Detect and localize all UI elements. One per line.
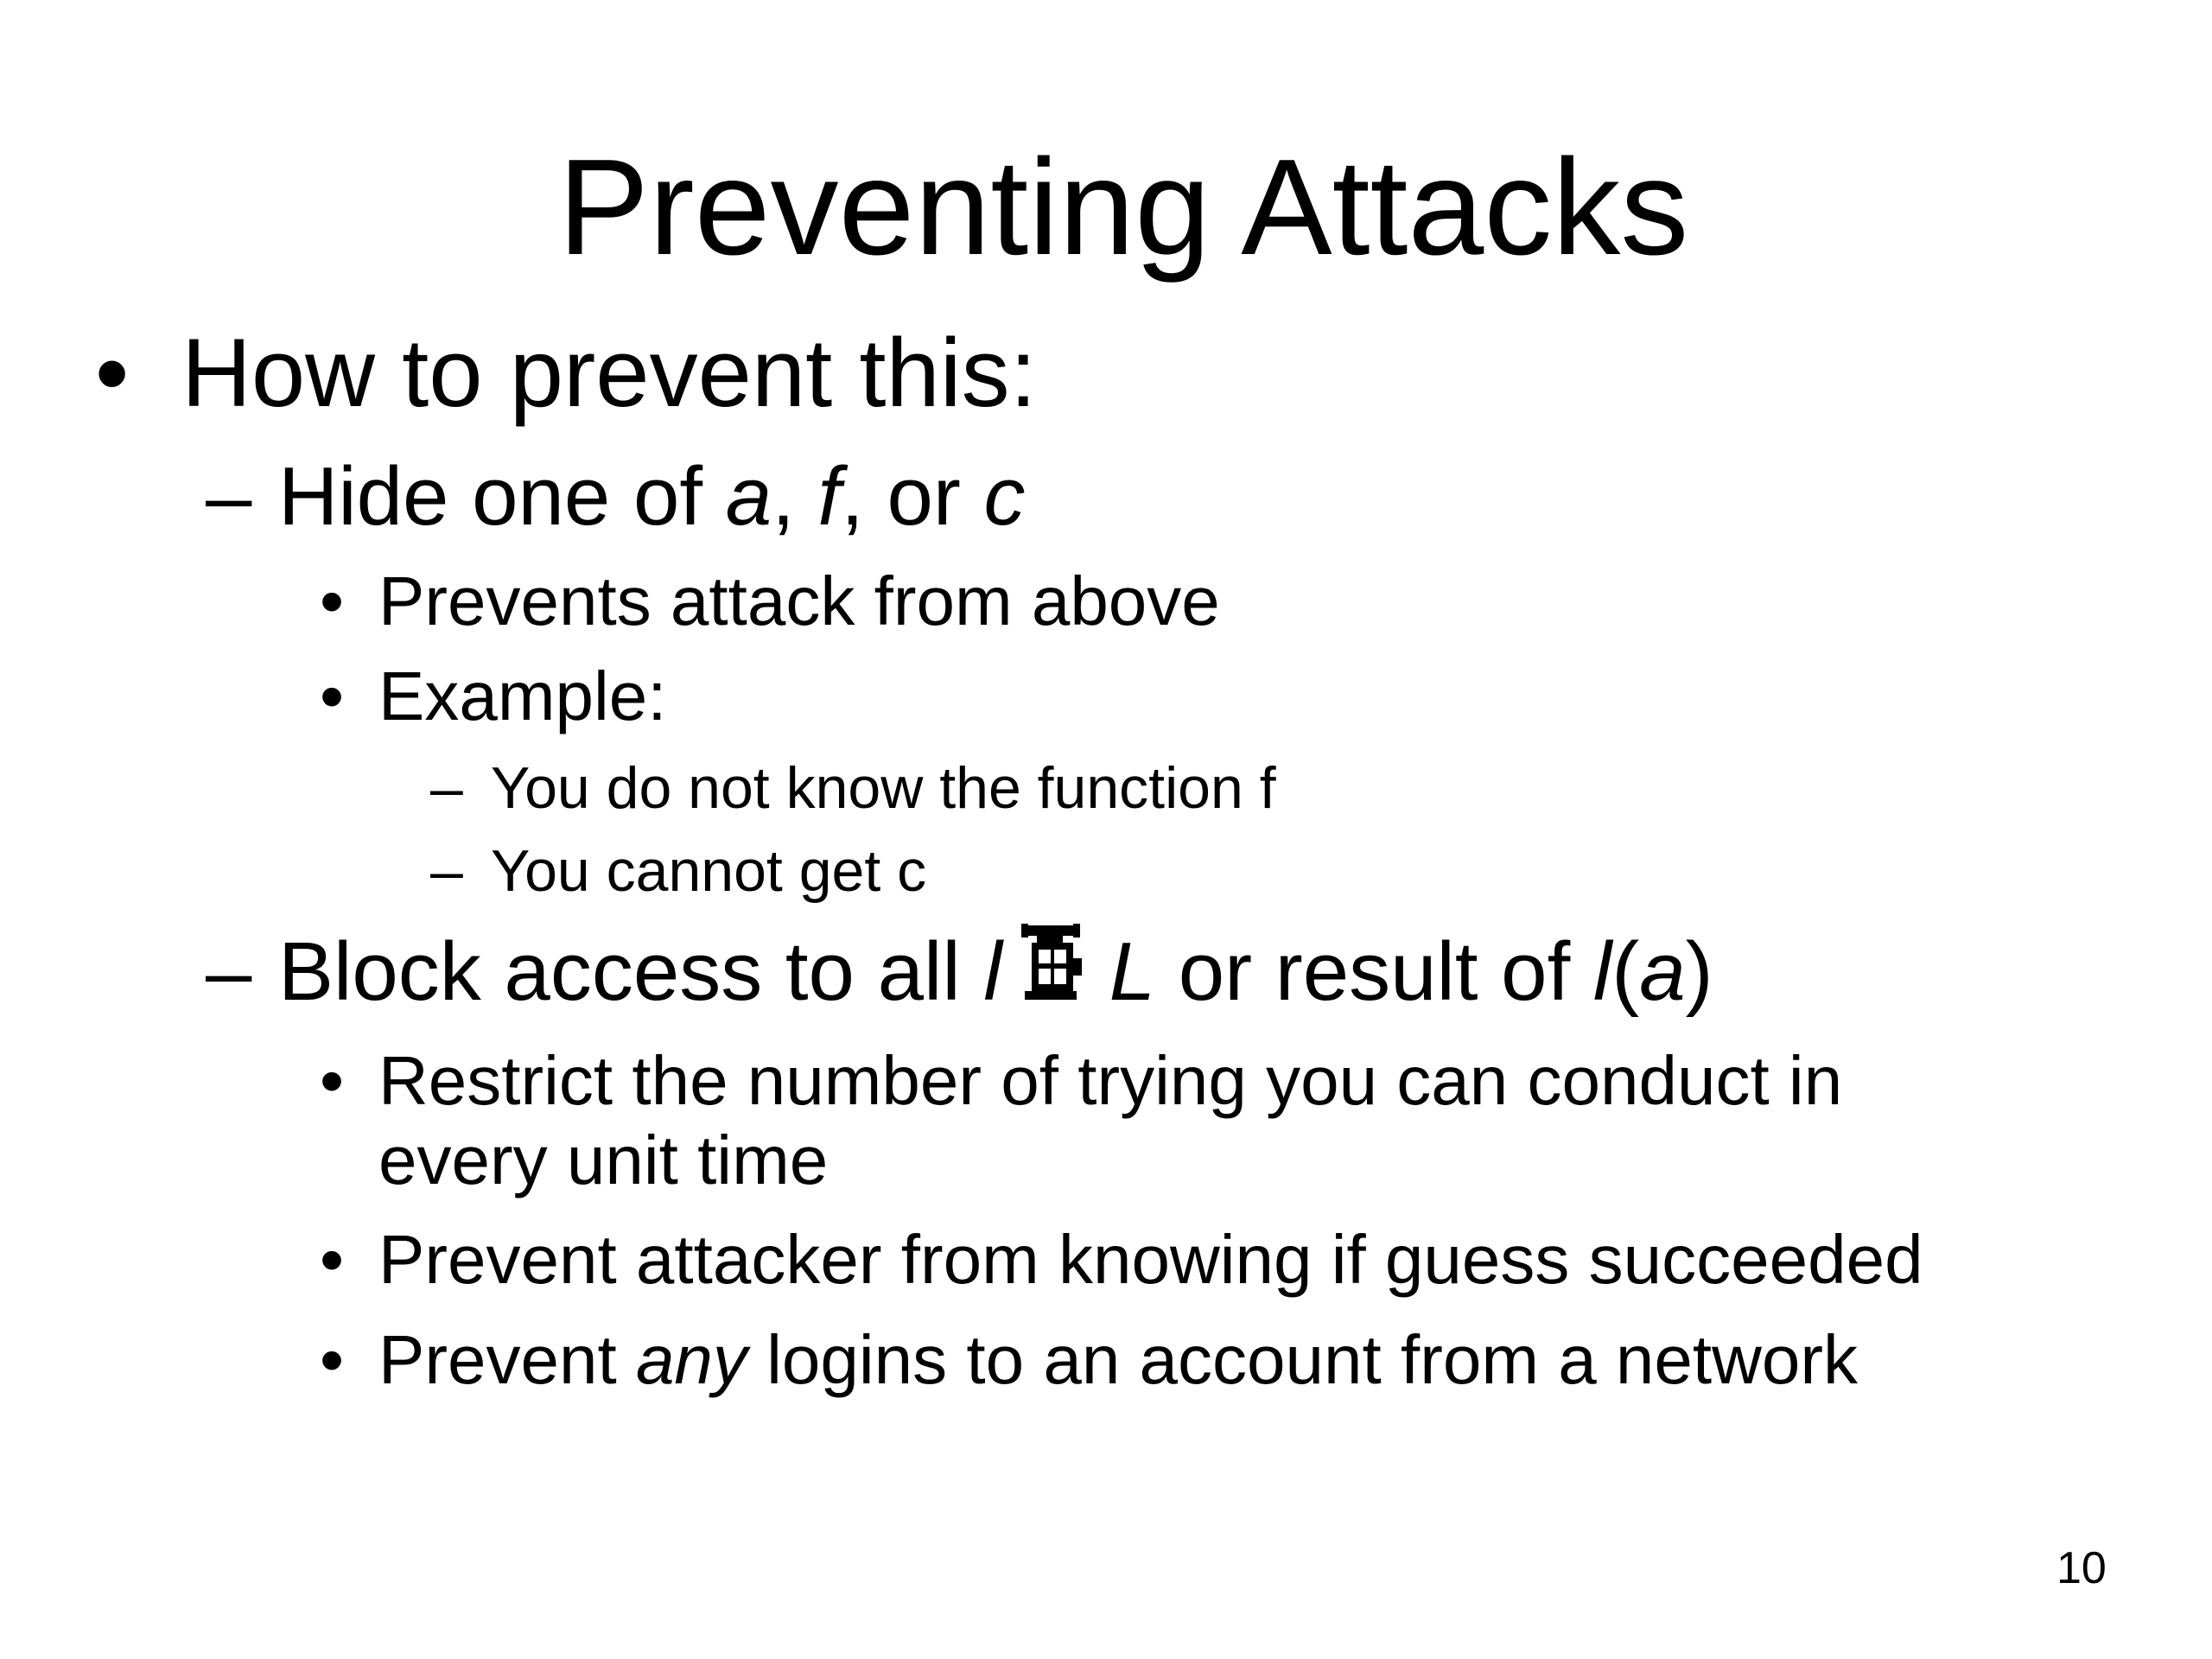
paren-close: ) <box>1685 925 1713 1018</box>
var-f: f <box>817 450 842 543</box>
bullet-dash: – <box>206 925 252 1018</box>
paren-open: ( <box>1611 925 1640 1018</box>
bullet-block-access <box>278 925 1713 1027</box>
bullet-hide-one-of <box>278 449 1025 544</box>
block-text-2: or result of <box>1155 925 1593 1018</box>
bullet-prevents-attack-above: Prevents attack from above <box>378 563 1220 639</box>
var-l: l <box>983 925 1002 1018</box>
block-text: Block access to all <box>278 925 984 1018</box>
bullet-dot: • <box>320 658 345 734</box>
var-a: a <box>725 450 772 543</box>
prevent-any-text-2: logins to an account from a network <box>747 1321 1859 1398</box>
hide-comma-1: , <box>772 450 818 543</box>
slide-title: Preventing Attacks <box>557 131 1689 283</box>
bullet-cannot-get-c: You cannot get c <box>491 838 927 904</box>
bullet-dot: • <box>320 1321 345 1398</box>
bullet-dash: – <box>206 450 252 543</box>
bullet-example: Example: <box>378 658 667 734</box>
bullet-no-function: You do not know the function f <box>491 755 1276 821</box>
bullet-dot: • <box>320 563 345 639</box>
page-number: 10 <box>2056 1543 2107 1593</box>
bullet-dot: • <box>95 319 130 427</box>
hide-comma-2: , or <box>841 450 984 543</box>
var-l-2: l <box>1592 925 1612 1018</box>
bullet-dash: – <box>430 838 463 904</box>
var-L: L <box>1109 925 1156 1018</box>
hide-text: Hide one of <box>278 450 726 543</box>
emphasis-any: any <box>635 1321 747 1398</box>
prevent-any-text-1: Prevent <box>378 1321 636 1398</box>
var-c: c <box>983 450 1026 543</box>
bullet-prevent-any-logins <box>378 1320 1858 1400</box>
bullet-how-to-prevent: How to prevent this: <box>181 319 1037 427</box>
bullet-restrict-line-1: Restrict the number of trying you can conduct in <box>378 1042 1843 1119</box>
bullet-dot: • <box>320 1042 345 1119</box>
bullet-dot: • <box>320 1221 345 1298</box>
bullet-prevent-knowing: Prevent attacker from knowing if guess succeeded <box>378 1221 1923 1298</box>
var-a-2: a <box>1639 925 1686 1018</box>
bullet-restrict-line-2: every unit time <box>378 1122 829 1198</box>
element-of-symbol-icon <box>1020 924 1084 1021</box>
bullet-dash: – <box>430 755 463 821</box>
